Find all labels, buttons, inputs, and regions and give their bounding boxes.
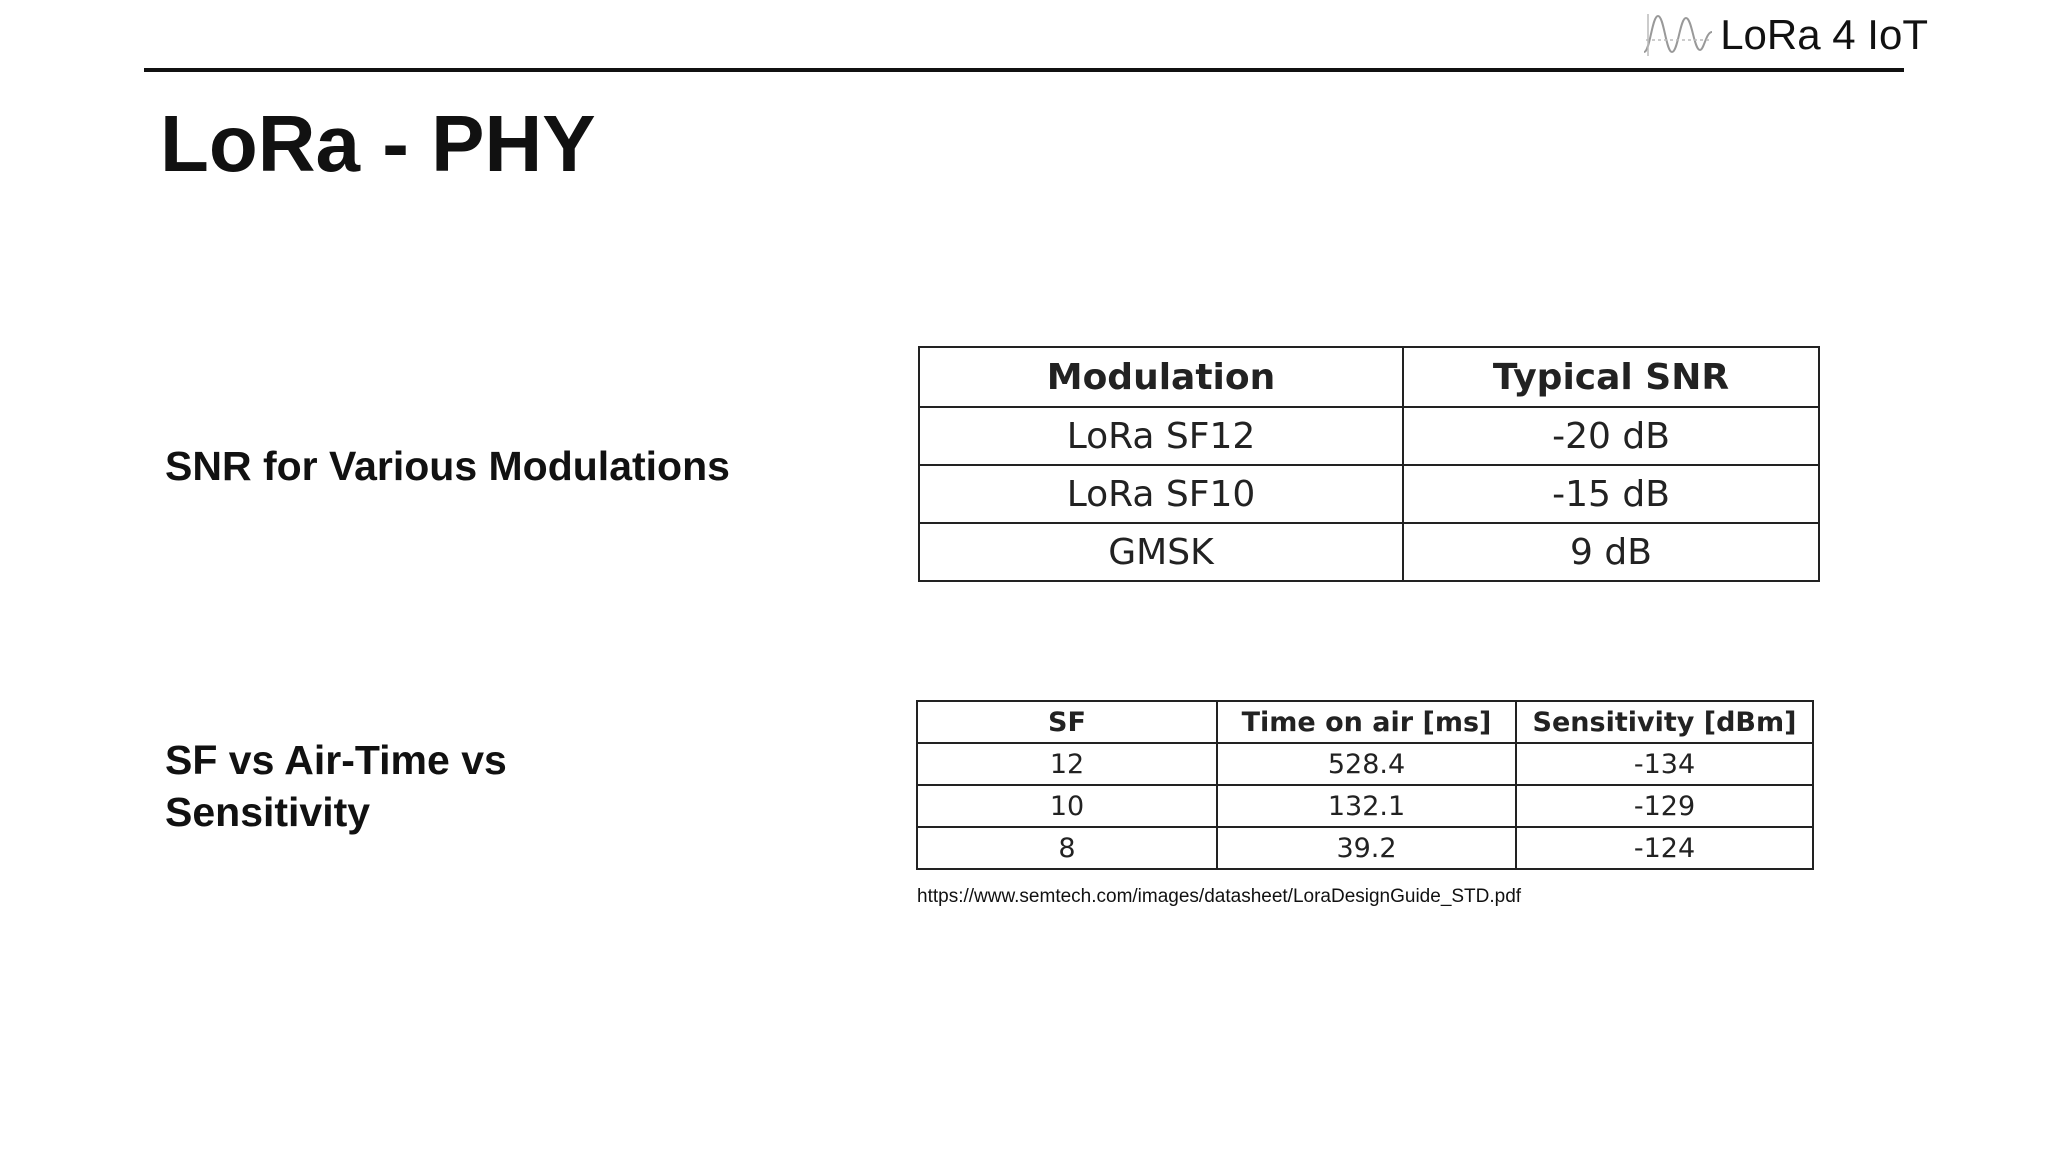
table-cell: LoRa SF12 (919, 407, 1403, 465)
sf-table (916, 700, 1814, 870)
table-row (919, 407, 1819, 465)
section-label-snr: SNR for Various Modulations (165, 443, 730, 489)
source-link[interactable]: https://www.semtech.com/images/datasheet/LoraDesignGuide_STD.pdf (917, 886, 1522, 907)
table-header-cell: Time on air [ms] (1217, 701, 1516, 743)
table-cell: -134 (1516, 743, 1813, 785)
section-label-sf: SF vs Air-Time vs Sensitivity (165, 737, 507, 835)
table-cell: 132.1 (1217, 785, 1516, 827)
table-cell: 39.2 (1217, 827, 1516, 869)
table-header-cell: Sensitivity [dBm] (1516, 701, 1813, 743)
table-cell: 528.4 (1217, 743, 1516, 785)
table-cell: GMSK (919, 523, 1403, 581)
table-cell: -15 dB (1403, 465, 1819, 523)
table-header-cell: SF (917, 701, 1217, 743)
page-title: LoRa - PHY (160, 99, 596, 188)
table-row (919, 523, 1819, 581)
snr-table (918, 346, 1820, 582)
table-cell: LoRa SF10 (919, 465, 1403, 523)
brand (1642, 10, 1928, 60)
table-header-row (919, 347, 1819, 407)
table-cell: 9 dB (1403, 523, 1819, 581)
table-cell: -124 (1516, 827, 1813, 869)
table-cell: 10 (917, 785, 1217, 827)
waveform-icon (1642, 10, 1714, 60)
table-row (917, 785, 1813, 827)
table-row (919, 465, 1819, 523)
table-cell: -129 (1516, 785, 1813, 827)
header-divider (144, 68, 1904, 72)
table-cell: -20 dB (1403, 407, 1819, 465)
table-header-cell: Typical SNR (1403, 347, 1819, 407)
table-cell: 8 (917, 827, 1217, 869)
table-header-row (917, 701, 1813, 743)
table-row (917, 743, 1813, 785)
table-cell: 12 (917, 743, 1217, 785)
table-row (917, 827, 1813, 869)
table-header-cell: Modulation (919, 347, 1403, 407)
brand-text: LoRa 4 IoT (1720, 11, 1928, 58)
